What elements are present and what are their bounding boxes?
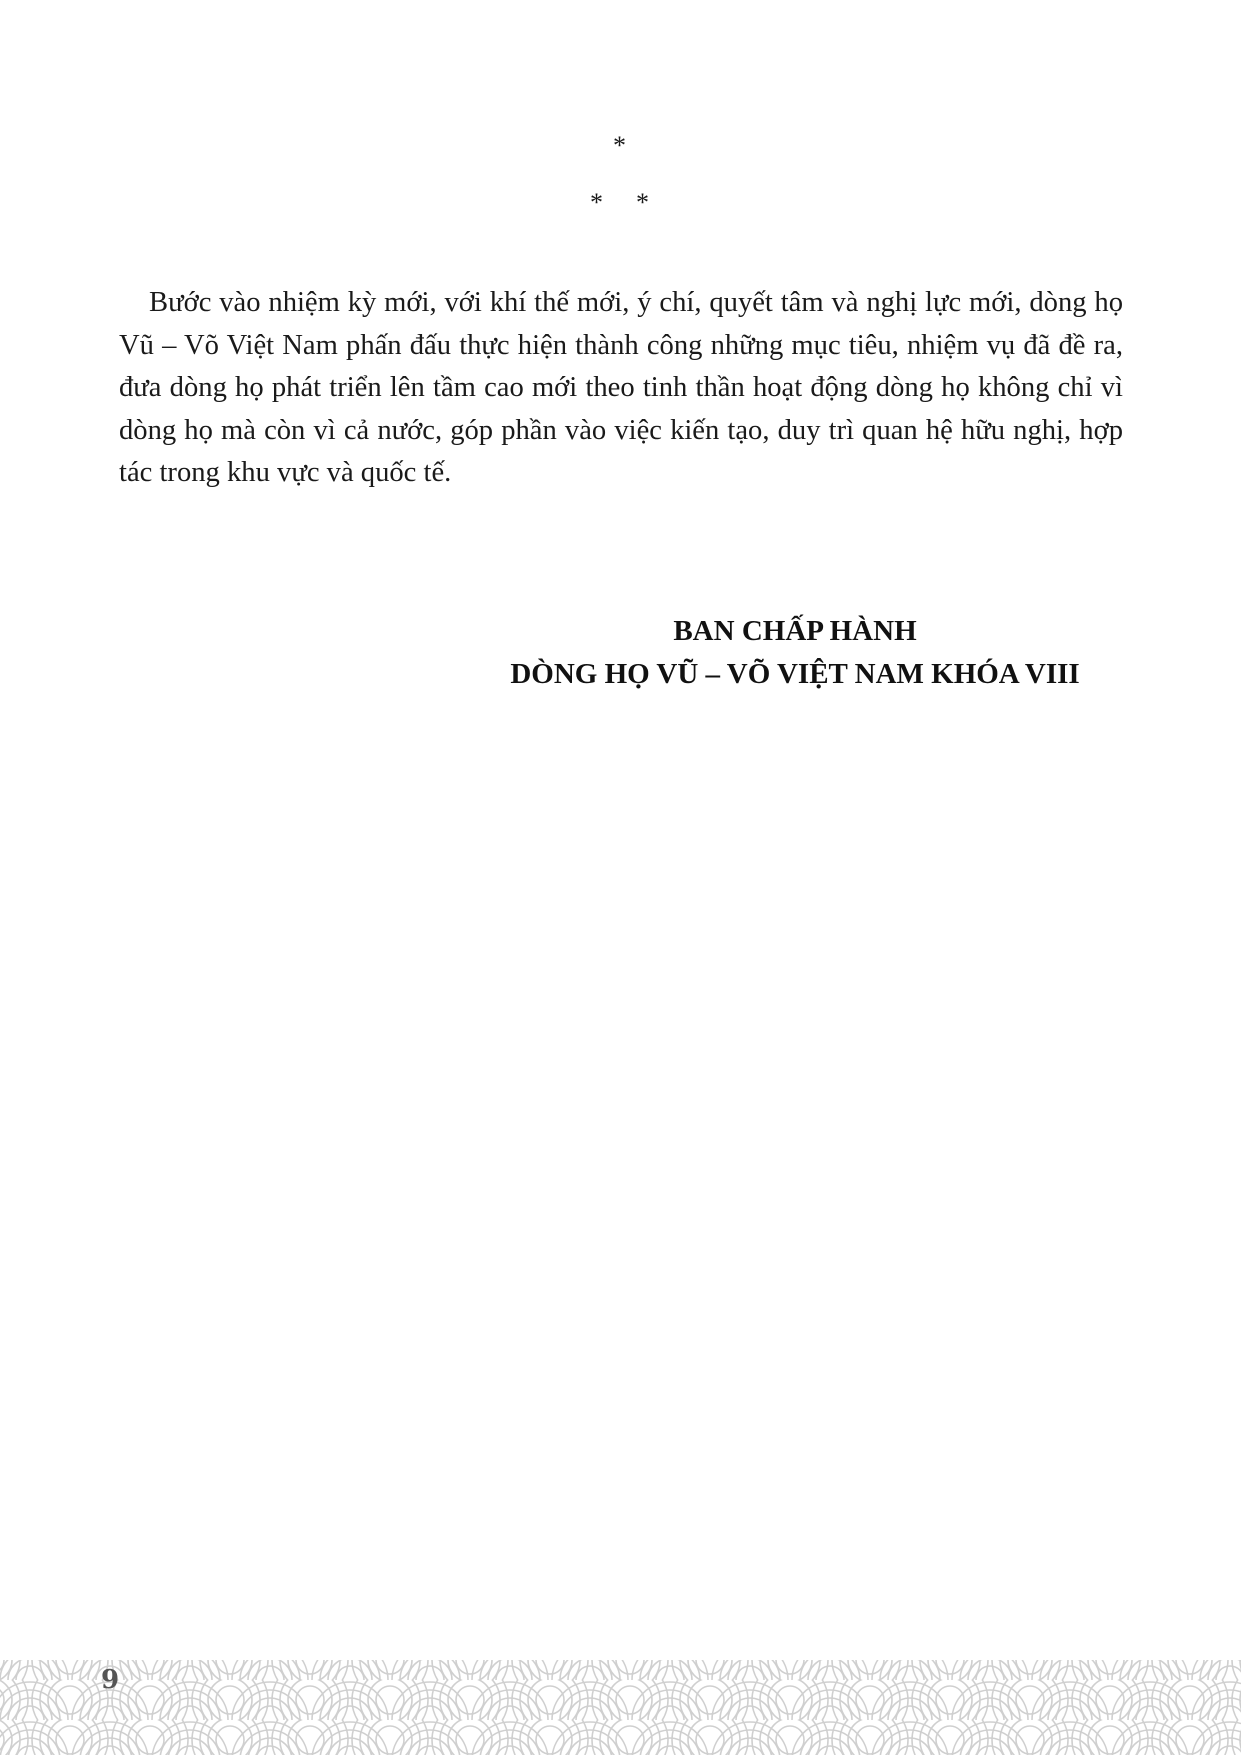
body-paragraph: Bước vào nhiệm kỳ mới, với khí thế mới, ý chí, quyết tâm và nghị lực mới, dòng họ Vũ – Võ Việt Nam phấn đấu thực hiện thành công những mục tiêu, nhiệm vụ đã đề ra, đưa dòng họ phát triển lên tầm cao mới theo tinh thần hoạt động dòng họ không chỉ vì dòng họ mà còn vì cả nước, góp phần vào việc kiến tạo, duy trì quan hệ hữu nghị, hợp tác trong khu vực và quốc tế. — [119, 287, 1123, 488]
signature-line-1: BAN CHẤP HÀNH — [673, 615, 917, 647]
page-number: 9 — [101, 1665, 120, 1695]
signature-line-2: DÒNG HỌ VŨ – VÕ VIỆT NAM KHÓA VIII — [510, 658, 1080, 690]
separator-asterisk-left: * — [590, 188, 603, 217]
separator-asterisk-top: * — [613, 131, 626, 160]
signature-block — [470, 610, 1120, 696]
separator-asterisk-right: * — [636, 188, 649, 217]
wave-pattern-icon — [0, 1640, 1241, 1755]
